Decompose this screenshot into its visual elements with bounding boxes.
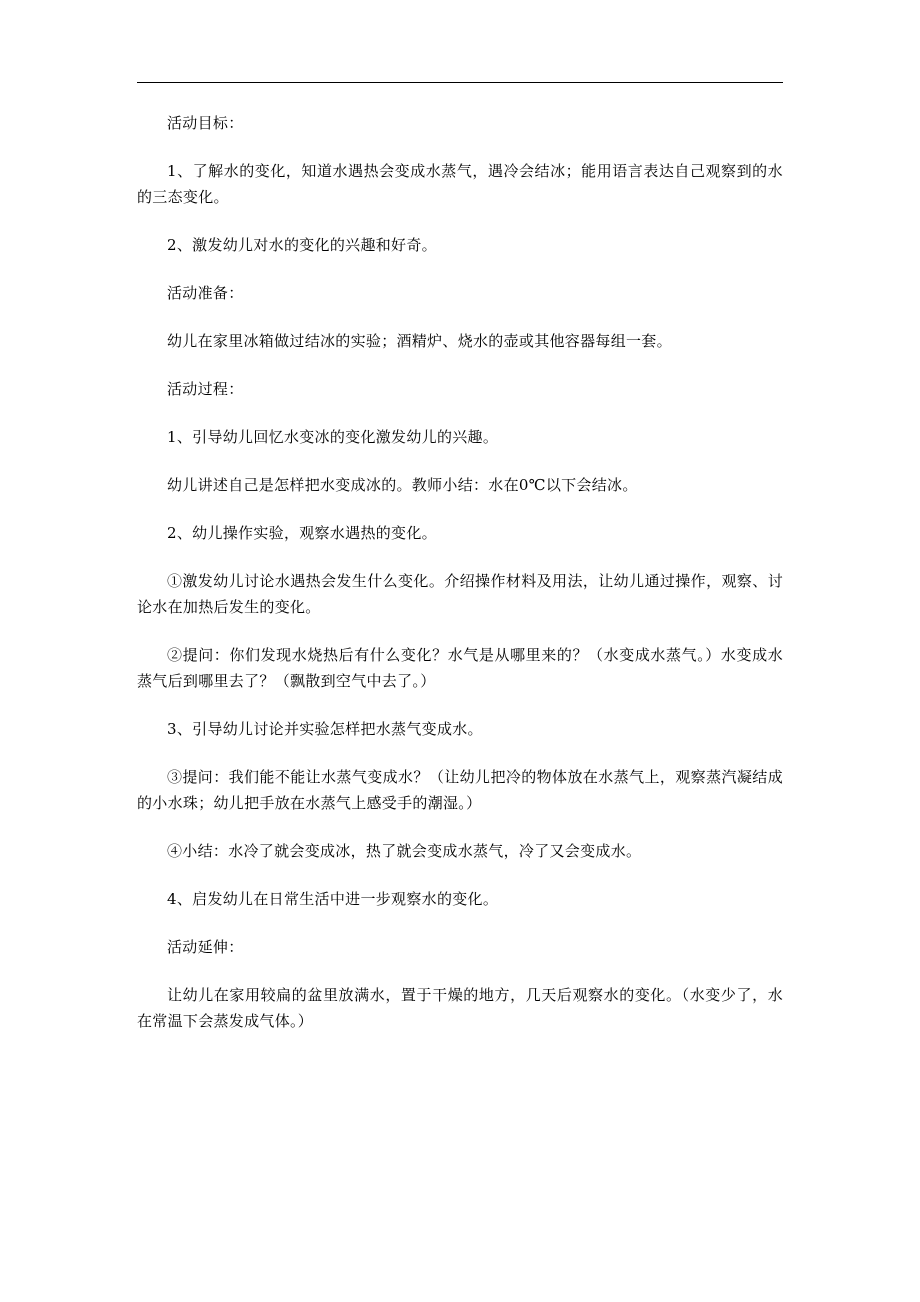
process-step-1: 1、引导幼儿回忆水变冰的变化激发幼儿的兴趣。 xyxy=(167,428,499,446)
header-rule xyxy=(137,82,783,83)
heading-activity-extension: 活动延伸： xyxy=(167,938,244,956)
process-step-3-part-3: ③提问：我们能不能让水蒸气变成水？（让幼儿把冷的物体放在水蒸气上，观察蒸汽凝结成的小水珠；幼儿把手放在水蒸气上感受手的潮湿。） xyxy=(137,768,783,812)
goal-item-2: 2、激发幼儿对水的变化的兴趣和好奇。 xyxy=(167,236,437,254)
process-step-3-part-4: ④小结：水冷了就会变成冰，热了就会变成水蒸气，冷了又会变成水。 xyxy=(167,842,642,860)
document-body xyxy=(137,110,783,1056)
heading-activity-process: 活动过程： xyxy=(167,380,244,398)
preparation-text: 幼儿在家里冰箱做过结冰的实验；酒精炉、烧水的壶或其他容器每组一套。 xyxy=(167,332,672,350)
process-step-2-part-2: ②提问：你们发现水烧热后有什么变化？水气是从哪里来的？（水变成水蒸气。）水变成水蒸气后到哪里去了？（飘散到空气中去了。） xyxy=(137,646,783,690)
process-step-2-part-1: ①激发幼儿讨论水遇热会发生什么变化。介绍操作材料及用法，让幼儿通过操作，观察、讨论水在加热后发生的变化。 xyxy=(137,572,783,616)
heading-activity-preparation: 活动准备： xyxy=(167,284,244,302)
process-step-1-detail: 幼儿讲述自己是怎样把水变成冰的。教师小结：水在0℃以下会结冰。 xyxy=(167,476,638,494)
goal-item-1: 1、了解水的变化，知道水遇热会变成水蒸气，遇冷会结冰；能用语言表达自己观察到的水的三态变化。 xyxy=(137,162,783,206)
heading-activity-goals: 活动目标： xyxy=(167,114,244,132)
process-step-2: 2、幼儿操作实验，观察水遇热的变化。 xyxy=(167,524,437,542)
extension-text: 让幼儿在家用较扁的盆里放满水，置于干燥的地方，几天后观察水的变化。（水变少了，水在常温下会蒸发成气体。） xyxy=(137,986,783,1030)
process-step-4: 4、启发幼儿在日常生活中进一步观察水的变化。 xyxy=(167,890,499,908)
process-step-3: 3、引导幼儿讨论并实验怎样把水蒸气变成水。 xyxy=(167,720,483,738)
